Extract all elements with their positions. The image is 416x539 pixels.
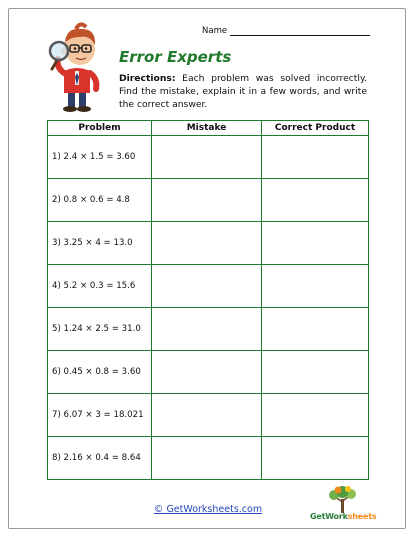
problem-cell: 2) 0.8 × 0.6 = 4.8	[48, 179, 152, 222]
problem-cell: 3) 3.25 × 4 = 13.0	[48, 222, 152, 265]
problem-cell: 1) 2.4 × 1.5 = 3.60	[48, 136, 152, 179]
correct-product-answer-cell[interactable]	[262, 265, 369, 308]
column-header-correct-product: Correct Product	[262, 121, 369, 136]
correct-product-answer-cell[interactable]	[262, 394, 369, 437]
mistake-answer-cell[interactable]	[152, 222, 262, 265]
correct-product-answer-cell[interactable]	[262, 179, 369, 222]
table-row	[48, 351, 369, 394]
problem-cell: 6) 0.45 × 0.8 = 3.60	[48, 351, 152, 394]
worksheet-title: Error Experts	[119, 48, 232, 66]
getworksheets-link[interactable]: © GetWorksheets.com	[153, 504, 263, 515]
name-label: Name	[202, 26, 228, 36]
problem-cell: 5) 1.24 × 2.5 = 31.0	[48, 308, 152, 351]
table-row	[48, 437, 369, 480]
mistake-answer-cell[interactable]	[152, 437, 262, 480]
mistake-answer-cell[interactable]	[152, 308, 262, 351]
getworksheets-logo	[310, 486, 376, 524]
correct-product-answer-cell[interactable]	[262, 308, 369, 351]
logo-wordmark-left: GetWork	[310, 512, 348, 521]
boy-with-magnifier-icon	[46, 15, 110, 115]
table-row	[48, 308, 369, 351]
correct-product-answer-cell[interactable]	[262, 136, 369, 179]
mistake-answer-cell[interactable]	[152, 179, 262, 222]
name-blank-line[interactable]	[230, 27, 370, 36]
logo-wordmark-right: sheets	[347, 512, 377, 521]
table-row	[48, 265, 369, 308]
column-header-mistake: Mistake	[152, 121, 262, 136]
mistake-answer-cell[interactable]	[152, 394, 262, 437]
correct-product-answer-cell[interactable]	[262, 351, 369, 394]
directions-text	[119, 72, 367, 111]
table-row	[48, 394, 369, 437]
correct-product-answer-cell[interactable]	[262, 437, 369, 480]
mistake-answer-cell[interactable]	[152, 351, 262, 394]
directions-body: Each problem was solved incorrectly. Find the mistake, explain it in a few words, and write the correct answer.	[119, 73, 367, 110]
mistake-answer-cell[interactable]	[152, 265, 262, 308]
mistake-answer-cell[interactable]	[152, 136, 262, 179]
column-header-problem: Problem	[48, 121, 152, 136]
tree-logo-icon	[310, 486, 376, 514]
table-header-row	[48, 121, 369, 136]
problem-cell: 4) 5.2 × 0.3 = 15.6	[48, 265, 152, 308]
correct-product-answer-cell[interactable]	[262, 222, 369, 265]
problem-table	[47, 120, 369, 480]
logo-wordmark	[310, 512, 376, 521]
table-row	[48, 179, 369, 222]
table-row	[48, 222, 369, 265]
name-field[interactable]	[202, 26, 370, 36]
problem-cell: 7) 6.07 × 3 = 18.021	[48, 394, 152, 437]
problem-cell: 8) 2.16 × 0.4 = 8.64	[48, 437, 152, 480]
table-row	[48, 136, 369, 179]
directions-label: Directions:	[119, 73, 176, 84]
